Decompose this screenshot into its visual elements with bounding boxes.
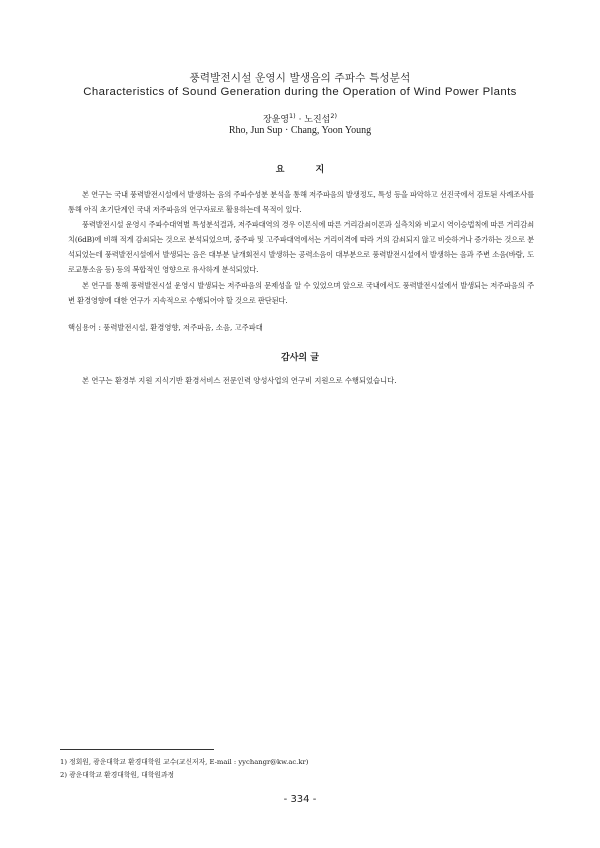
page-number: - 334 - [283, 794, 317, 805]
footnotes [60, 756, 540, 782]
abstract-body [68, 187, 534, 308]
abstract-paragraph-3: 본 연구를 통해 풍력발전시설 운영시 발생되는 저주파음의 문제성을 알 수 있었으며 앞으로 국내에서도 풍력발전시설에서 발생되는 저주파음의 주변 환경영향에 대한 연구가 지속적으로 수행되어야 할 것으로 판단된다. [68, 280, 534, 305]
authors-english: Rho, Jun Sup · Chang, Yoon Young [228, 125, 372, 136]
author-1-name: 장윤영 [262, 115, 290, 125]
keywords: 핵심용어 : 풍력발전시설, 환경영향, 저주파음, 소음, 고주파대 [68, 323, 263, 332]
footnote-divider [60, 749, 214, 750]
authors-korean [0, 112, 600, 125]
footnote-2: 2) 광운대학교 환경대학원, 대학원과정 [60, 771, 175, 779]
acknowledgement-text: 본 연구는 환경부 지원 지식기반 환경서비스 전문인력 양성사업의 연구비 지원으로 수행되었습니다. [82, 376, 397, 385]
abstract-heading: 요 지 [275, 165, 339, 175]
title-korean: 풍력발전시설 운영시 발생음의 주파수 특성분석 [189, 72, 411, 84]
title-english: Characteristics of Sound Generation during the Operation of Wind Power Plants [83, 86, 517, 98]
author-1-mark: 1) [289, 112, 296, 120]
author-2-name: 노진섭 [304, 115, 331, 125]
footnote-1: 1) 정회원, 광운대학교 환경대학원 교수(교신저자, E-mail : yychangr@kw.ac.kr) [60, 758, 309, 766]
author-2-mark: 2) [330, 112, 338, 120]
abstract-paragraph-2: 풍력발전시설 운영시 주파수대역별 특성분석결과, 저주파대역의 경우 이론식에 따른 거리감쇠이론과 실측치와 비교시 역이승법칙에 따른 거리감쇠치(6dB)에 비해 적게 감쇠되는 것으로 분석되었으며, 중주파 및 고주파대역에서는 거리이격에 따라 거의 감쇠되지 않고 비슷하거나 증가하는 것으로 분석되었는데 풍력발전시설에서 발생되는 음은 대부분 날개회전시 발생하는 공력소음이 대부분으로 풍력발전시설에서 발생하는 음과 주변 소음(바람, 도로교통소음 등) 등의 복합적인 영향으로 유사하게 분석되었다. [68, 220, 534, 275]
abstract-paragraph-1: 본 연구는 국내 풍력발전시설에서 발생하는 음의 주파수성분 분석을 통해 저주파음의 발생정도, 특성 등을 파악하고 선진국에서 검토된 사례조사를 통해 아직 초기단계인 국내 저주파음의 연구자료로 활용하는데 목적이 있다. [68, 190, 534, 215]
acknowledgement-heading: 감사의 글 [281, 353, 319, 363]
author-separator: · [295, 115, 305, 125]
